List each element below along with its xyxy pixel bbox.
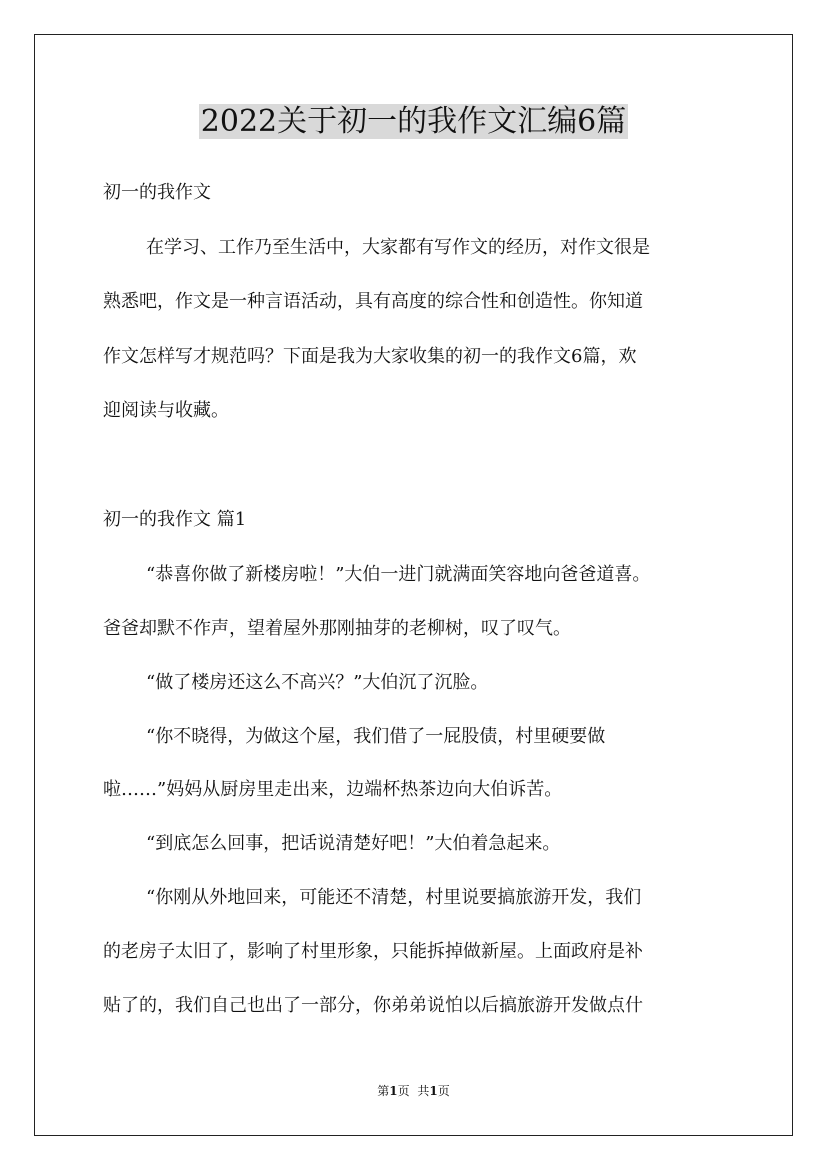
paragraph-line: 作文怎样写才规范吗？下面是我为大家收集的初一的我作文6篇，欢	[103, 346, 637, 367]
footer-page-prefix: 第	[377, 1084, 390, 1098]
paragraph-line: “你不晓得，为做这个屋，我们借了一屁股债，村里硬要做	[146, 726, 606, 747]
paragraph-line: “恭喜你做了新楼房啦！”大伯一进门就满面笑容地向爸爸道喜。	[146, 564, 651, 585]
paragraph-line: “你刚从外地回来，可能还不清楚，村里说要搞旅游开发，我们	[146, 887, 642, 908]
paragraph-line: 迎阅读与收藏。	[103, 400, 229, 421]
footer-total-suffix: 页	[437, 1084, 450, 1098]
document-title	[0, 102, 827, 142]
paragraph-line: 贴了的，我们自己也出了一部分，你弟弟说怕以后搞旅游开发做点什	[103, 995, 643, 1016]
essay-heading: 初一的我作文 篇1	[103, 509, 247, 530]
footer-total-prefix: 共	[417, 1084, 430, 1098]
page-footer	[0, 1083, 827, 1099]
paragraph-line: 爸爸却默不作声，望着屋外那刚抽芽的老柳树，叹了叹气。	[103, 618, 571, 639]
paragraph-line: 啦……”妈妈从厨房里走出来，边端杯热茶边向大伯诉苦。	[103, 779, 563, 800]
paragraph-line: 熟悉吧，作文是一种言语活动，具有高度的综合性和创造性。你知道	[103, 291, 643, 312]
paragraph-line: “做了楼房还这么不高兴？”大伯沉了沉脸。	[146, 672, 489, 693]
document-title-text: 2022关于初一的我作文汇编6篇	[200, 104, 627, 139]
footer-page-number: 1	[389, 1084, 398, 1098]
footer-page-suffix: 页	[397, 1084, 410, 1098]
footer-total-number: 1	[429, 1084, 438, 1098]
paragraph-line: 的老房子太旧了，影响了村里形象，只能拆掉做新屋。上面政府是补	[103, 941, 643, 962]
section-heading: 初一的我作文	[103, 182, 211, 203]
paragraph-line: 在学习、工作乃至生活中，大家都有写作文的经历，对作文很是	[146, 237, 650, 258]
paragraph-line: “到底怎么回事，把话说清楚好吧！”大伯着急起来。	[146, 833, 561, 854]
